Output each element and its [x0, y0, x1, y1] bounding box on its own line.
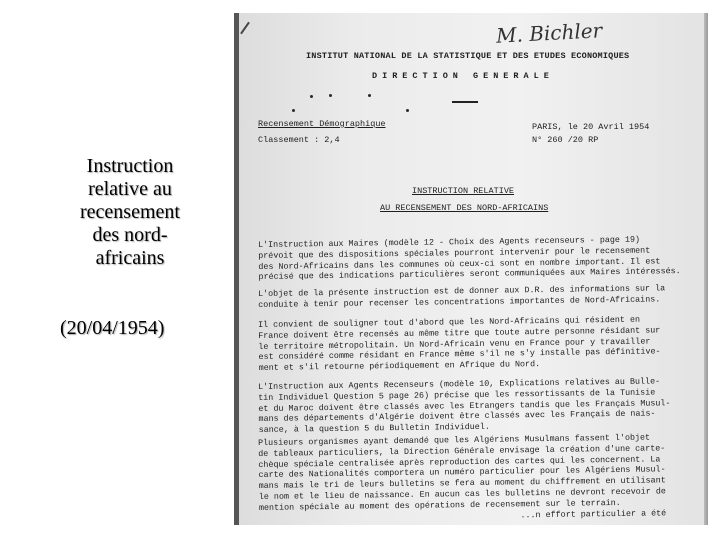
document-scan: [234, 13, 708, 525]
pen-mark: [240, 22, 250, 35]
punch-dot: [368, 94, 371, 97]
institute-heading: INSTITUT NATIONAL DE LA STATISTIQUE ET DES ETUDES ECONOMIQUES: [306, 51, 630, 61]
classification-reference: Classement : 2,4: [258, 135, 340, 145]
caption-date: (20/04/1954): [60, 317, 165, 339]
body-paragraph: L'Instruction aux Agents Recenseurs (modèle 10, Explications relatives au Bulle- tin Individuel Question 5 page 26) précise que les ressortissants de la Tunisie et du Maroc doivent être classés avec les Etrangers tandis que les Français Musul- mans des départements d'Algérie doivent être classés avec les Français de nais- sance, à la question 5 du Bulletin Individuel.: [258, 376, 671, 436]
binding-spine: [234, 13, 239, 525]
heading-rule: [452, 101, 478, 103]
punch-dot: [292, 109, 295, 112]
document-number: N° 260 /20 RP: [532, 135, 599, 145]
handwritten-signature: M. Bichler: [495, 18, 603, 48]
body-paragraph: Plusieurs organismes ayant demandé que les Algériens Musulmans fassent l'objet de tableaux particuliers, la Direction Générale envisage la création d'une carte- chèque spéciale centralisée après reproduction des cartes qui les concernent. La carte des Nationalités comportera un numéro particulier pour les Algériens Musul- mans mais le tri de leurs bulletins se fera au moment du chiffrement en utilisant le nom et le lieu de naissance. En aucun cas les bulletins ne devront recevoir de mention spéciale au moment des opérations de recensement sur le terrain. ...n effort particulier a été: [258, 432, 667, 524]
body-paragraph: Il convient de souligner tout d'abord que les Nord-Africains qui résident en France doivent être recensés au même titre que toute autre personne résidant sur le territoire métropolitain. Un Nord-Africain venu en France pour y travailler est considéré comme résidant en France même s'il ne s'y installe pas définitive- ment et s'il retourne périodiquement en Afrique du Nord.: [258, 314, 661, 374]
punch-dot: [310, 95, 313, 98]
caption-title: Instruction relative au recensement des nord- africains: [80, 155, 180, 269]
punch-dot: [329, 94, 332, 97]
instruction-title: INSTRUCTION RELATIVE: [412, 186, 515, 196]
instruction-subtitle: AU RECENSEMENT DES NORD-AFRICAINS: [380, 203, 549, 213]
direction-heading: DIRECTION GENERALE: [372, 71, 554, 81]
slide-caption: [40, 155, 220, 339]
census-reference: Recensement Démographique: [258, 119, 386, 129]
body-paragraph: L'objet de la présente instruction est de donner aux D.R. des informations sur la conduite à tenir pour recenser les concentrations importantes de Nord-Africains.: [258, 283, 666, 310]
body-paragraph: L'Instruction aux Maires (modèle 12 - Choix des Agents recenseurs - page 19) prévoit que des dispositions spéciales pourront intervenir pour le recensement des Nord-Africains dans les communes où ceux-ci sont en nombre important. Il est précisé que des indications particulières seront communiquées aux Maires intéressés.: [258, 234, 681, 283]
document-date: PARIS, le 20 Avril 1954: [532, 122, 650, 132]
page-edge: [704, 13, 708, 525]
punch-dot: [406, 109, 409, 112]
